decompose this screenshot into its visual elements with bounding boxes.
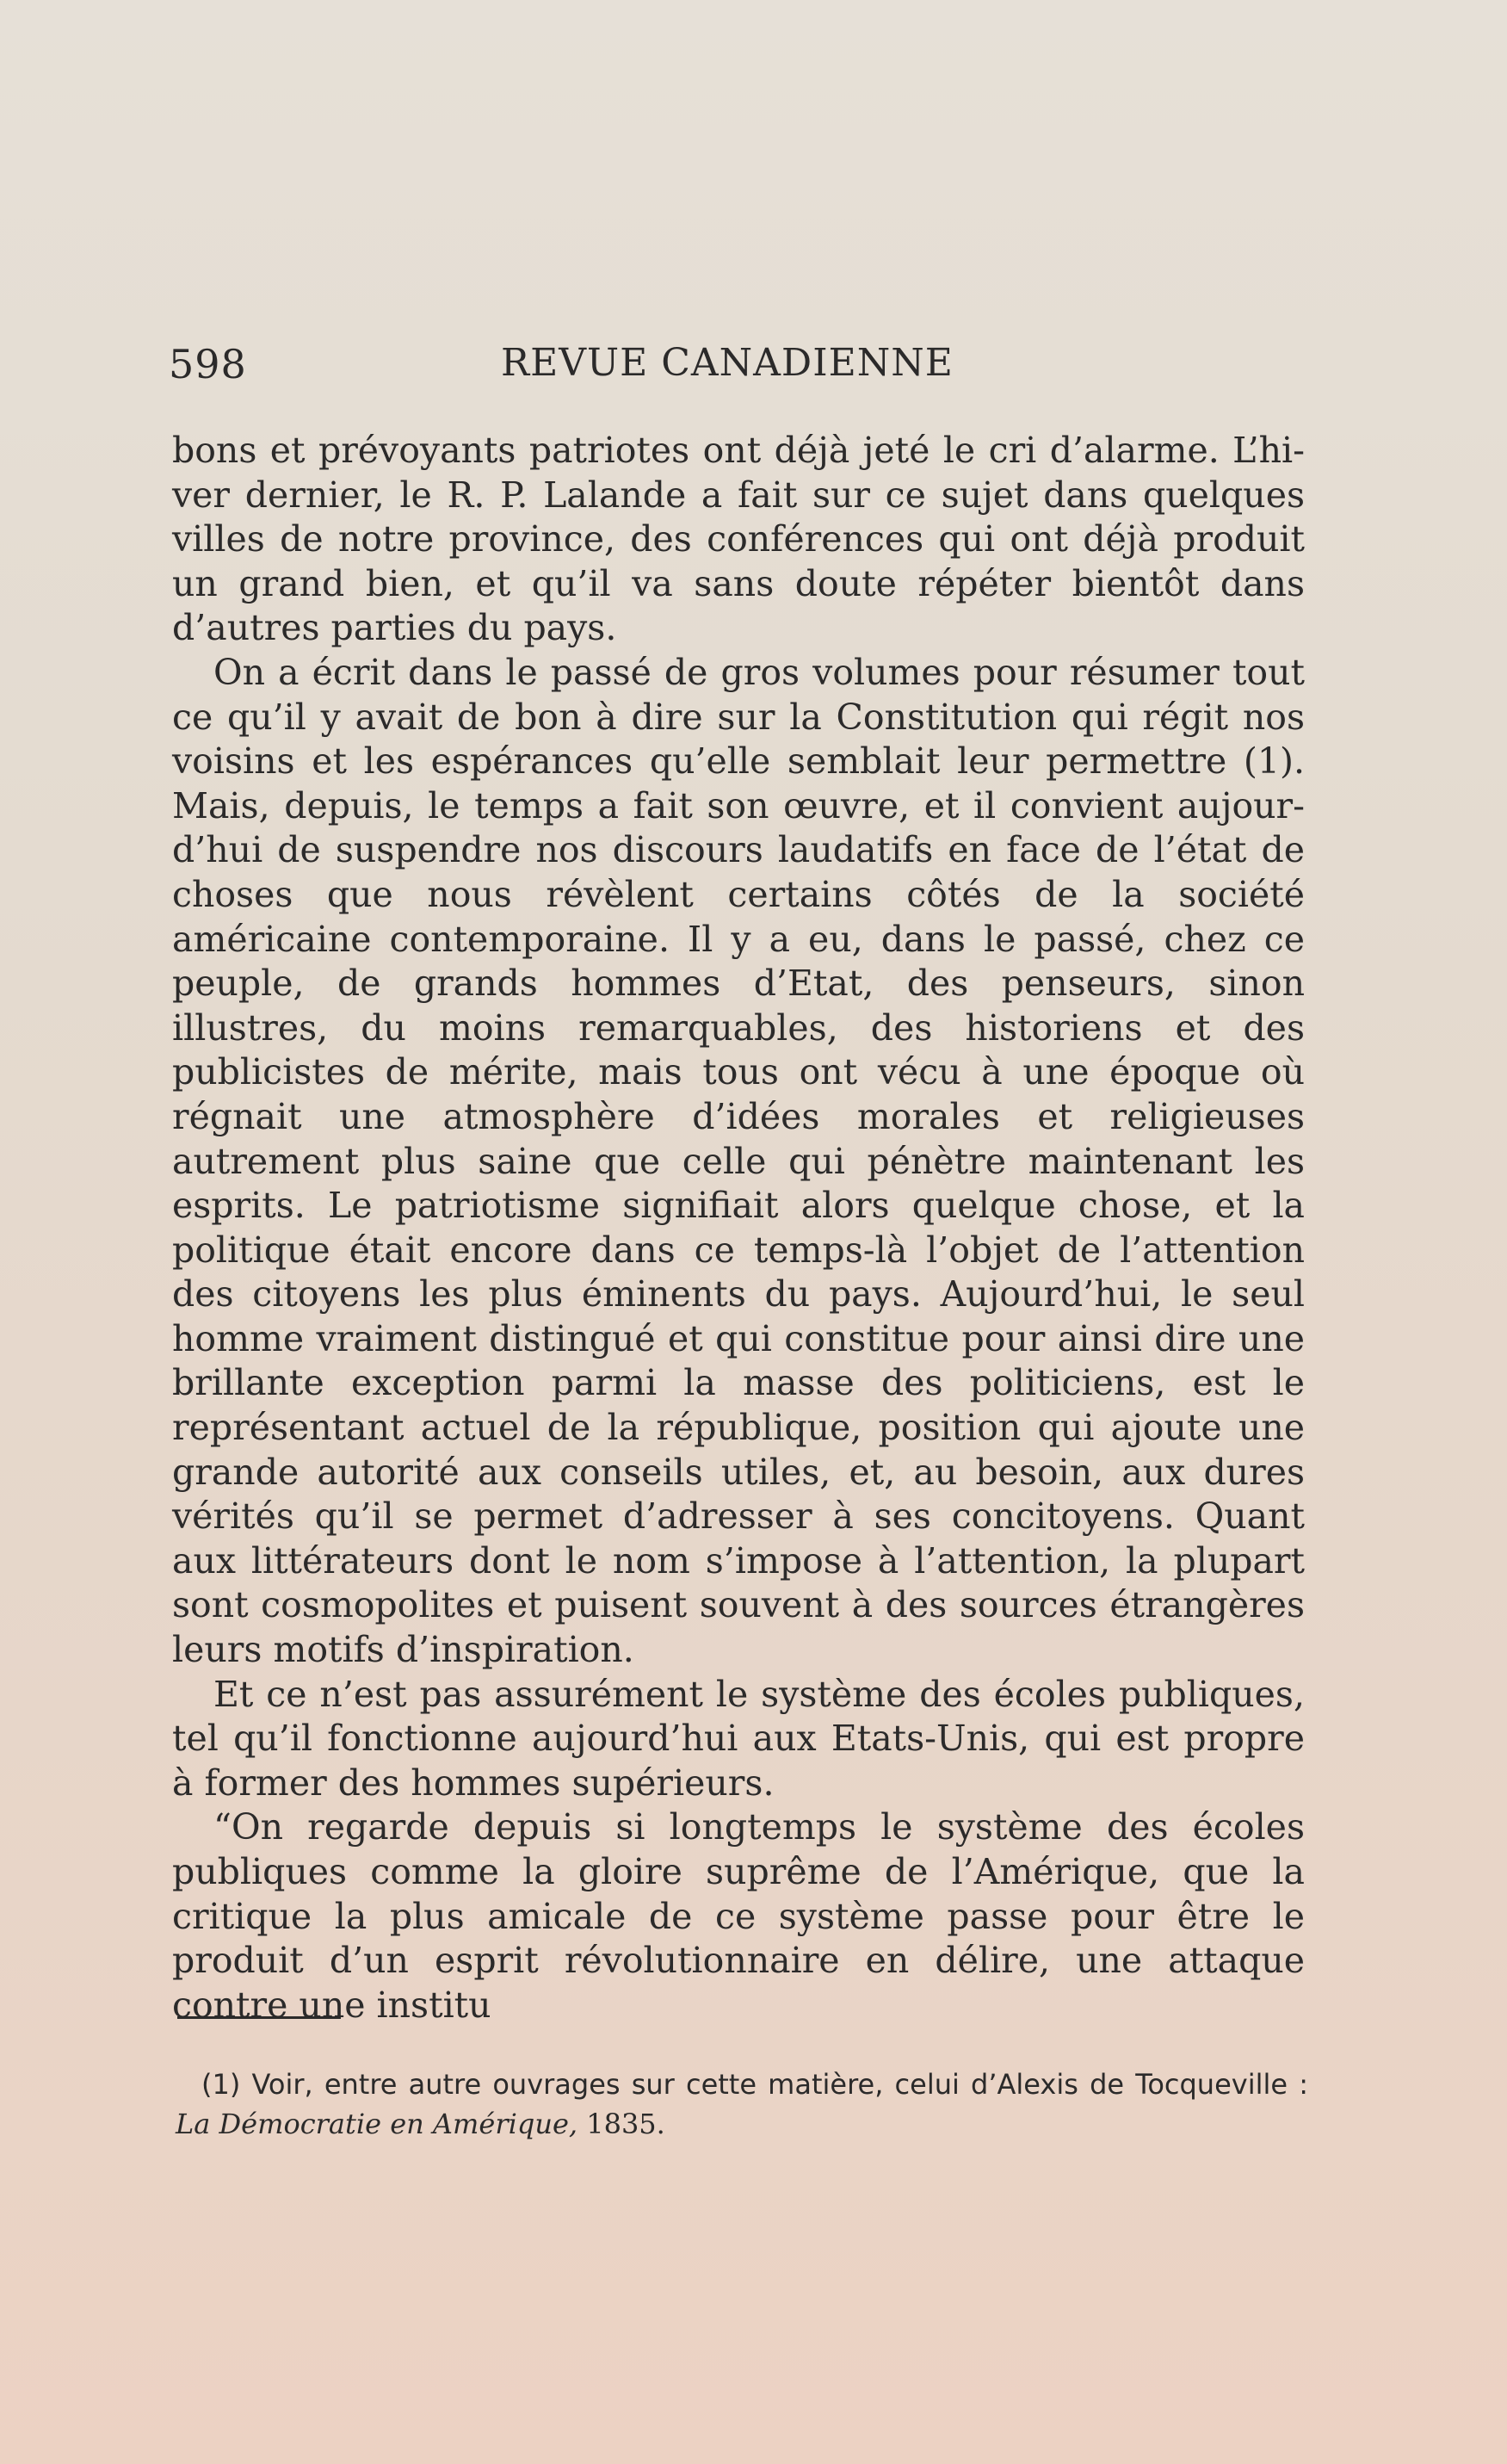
- paragraph-2: On a écrit dans le passé de gros volumes pour résumer tout ce qu’il y avait de bon à dire sur la Constitution qui régit nos voisins et les espérances qu’elle semblait leur permettre (1). Mais, depuis, le temps a fait son œuvre, et il convient aujourd’hui de suspendre nos discours laudatifs en face de l’état de choses que nous révèlent certains côtés de la société américaine contemporaine. Il y a eu, dans le passé, chez ce peuple, de grands hommes d’Etat, des penseurs, sinon illustres, du moins remarquables, des historiens et des publicistes de mérite, mais tous ont vécu à une époque où régnait une atmosphère d’idées morales et religieuses autrement plus saine que celle qui pénètre maintenant les esprits. Le patriotisme signifiait alors quelque chose, et la politique était encore dans ce temps-là l’objet de l’attention des citoyens les plus éminents du pays. Aujourd’hui, le seul homme vraiment distingué et qui constitue pour ainsi dire une brillante exception parmi la masse des politiciens, est le représentant actuel de la république, position qui ajoute une grande autorité aux conseils utiles, et, au besoin, aux dures vérités qu’il se permet d’adresser à ses concitoyens. Quant aux littérateurs dont le nom s’impose à l’attention, la plupart sont cosmopolites et puisent souvent à des sources étrangères leurs motifs d’inspiration.: [172, 651, 1305, 1671]
- running-header: [169, 341, 1305, 401]
- page-number: 598: [169, 341, 247, 387]
- paragraph-4: “On regarde depuis si longtemps le système des écoles publiques comme la gloire suprême de l’Amérique, que la critique la plus amicale de ce système passe pour être le produit d’un esprit révolutionnaire en délire, une attaque contre une institu: [172, 1806, 1305, 2026]
- footnote-cited-year: 1835.: [586, 2108, 665, 2140]
- footnote: [176, 2065, 1308, 2144]
- paragraph-3: Et ce n’est pas assurément le système des écoles publiques, tel qu’il fonctionne aujourd’hui aux Etats-Unis, qui est propre à former des hommes supérieurs.: [172, 1673, 1305, 1804]
- footnote-cited-title: La Démocratie en Amérique,: [176, 2108, 578, 2140]
- body-text: [172, 429, 1305, 2028]
- footnote-divider: [177, 2016, 341, 2019]
- paragraph-1: bons et prévoyants patriotes ont déjà jeté le cri d’alarme. L’hiver dernier, le R. P. Lalande a fait sur ce sujet dans quelques villes de notre province, des conférences qui ont déjà produit un grand bien, et qu’il va sans doute répéter bientôt dans d’autres parties du pays.: [172, 430, 1305, 649]
- journal-title: REVUE CANADIENNE: [501, 341, 954, 385]
- footnote-text: (1) Voir, entre autre ouvrages sur cette matière, celui d’Alexis de Tocqueville :: [201, 2068, 1308, 2101]
